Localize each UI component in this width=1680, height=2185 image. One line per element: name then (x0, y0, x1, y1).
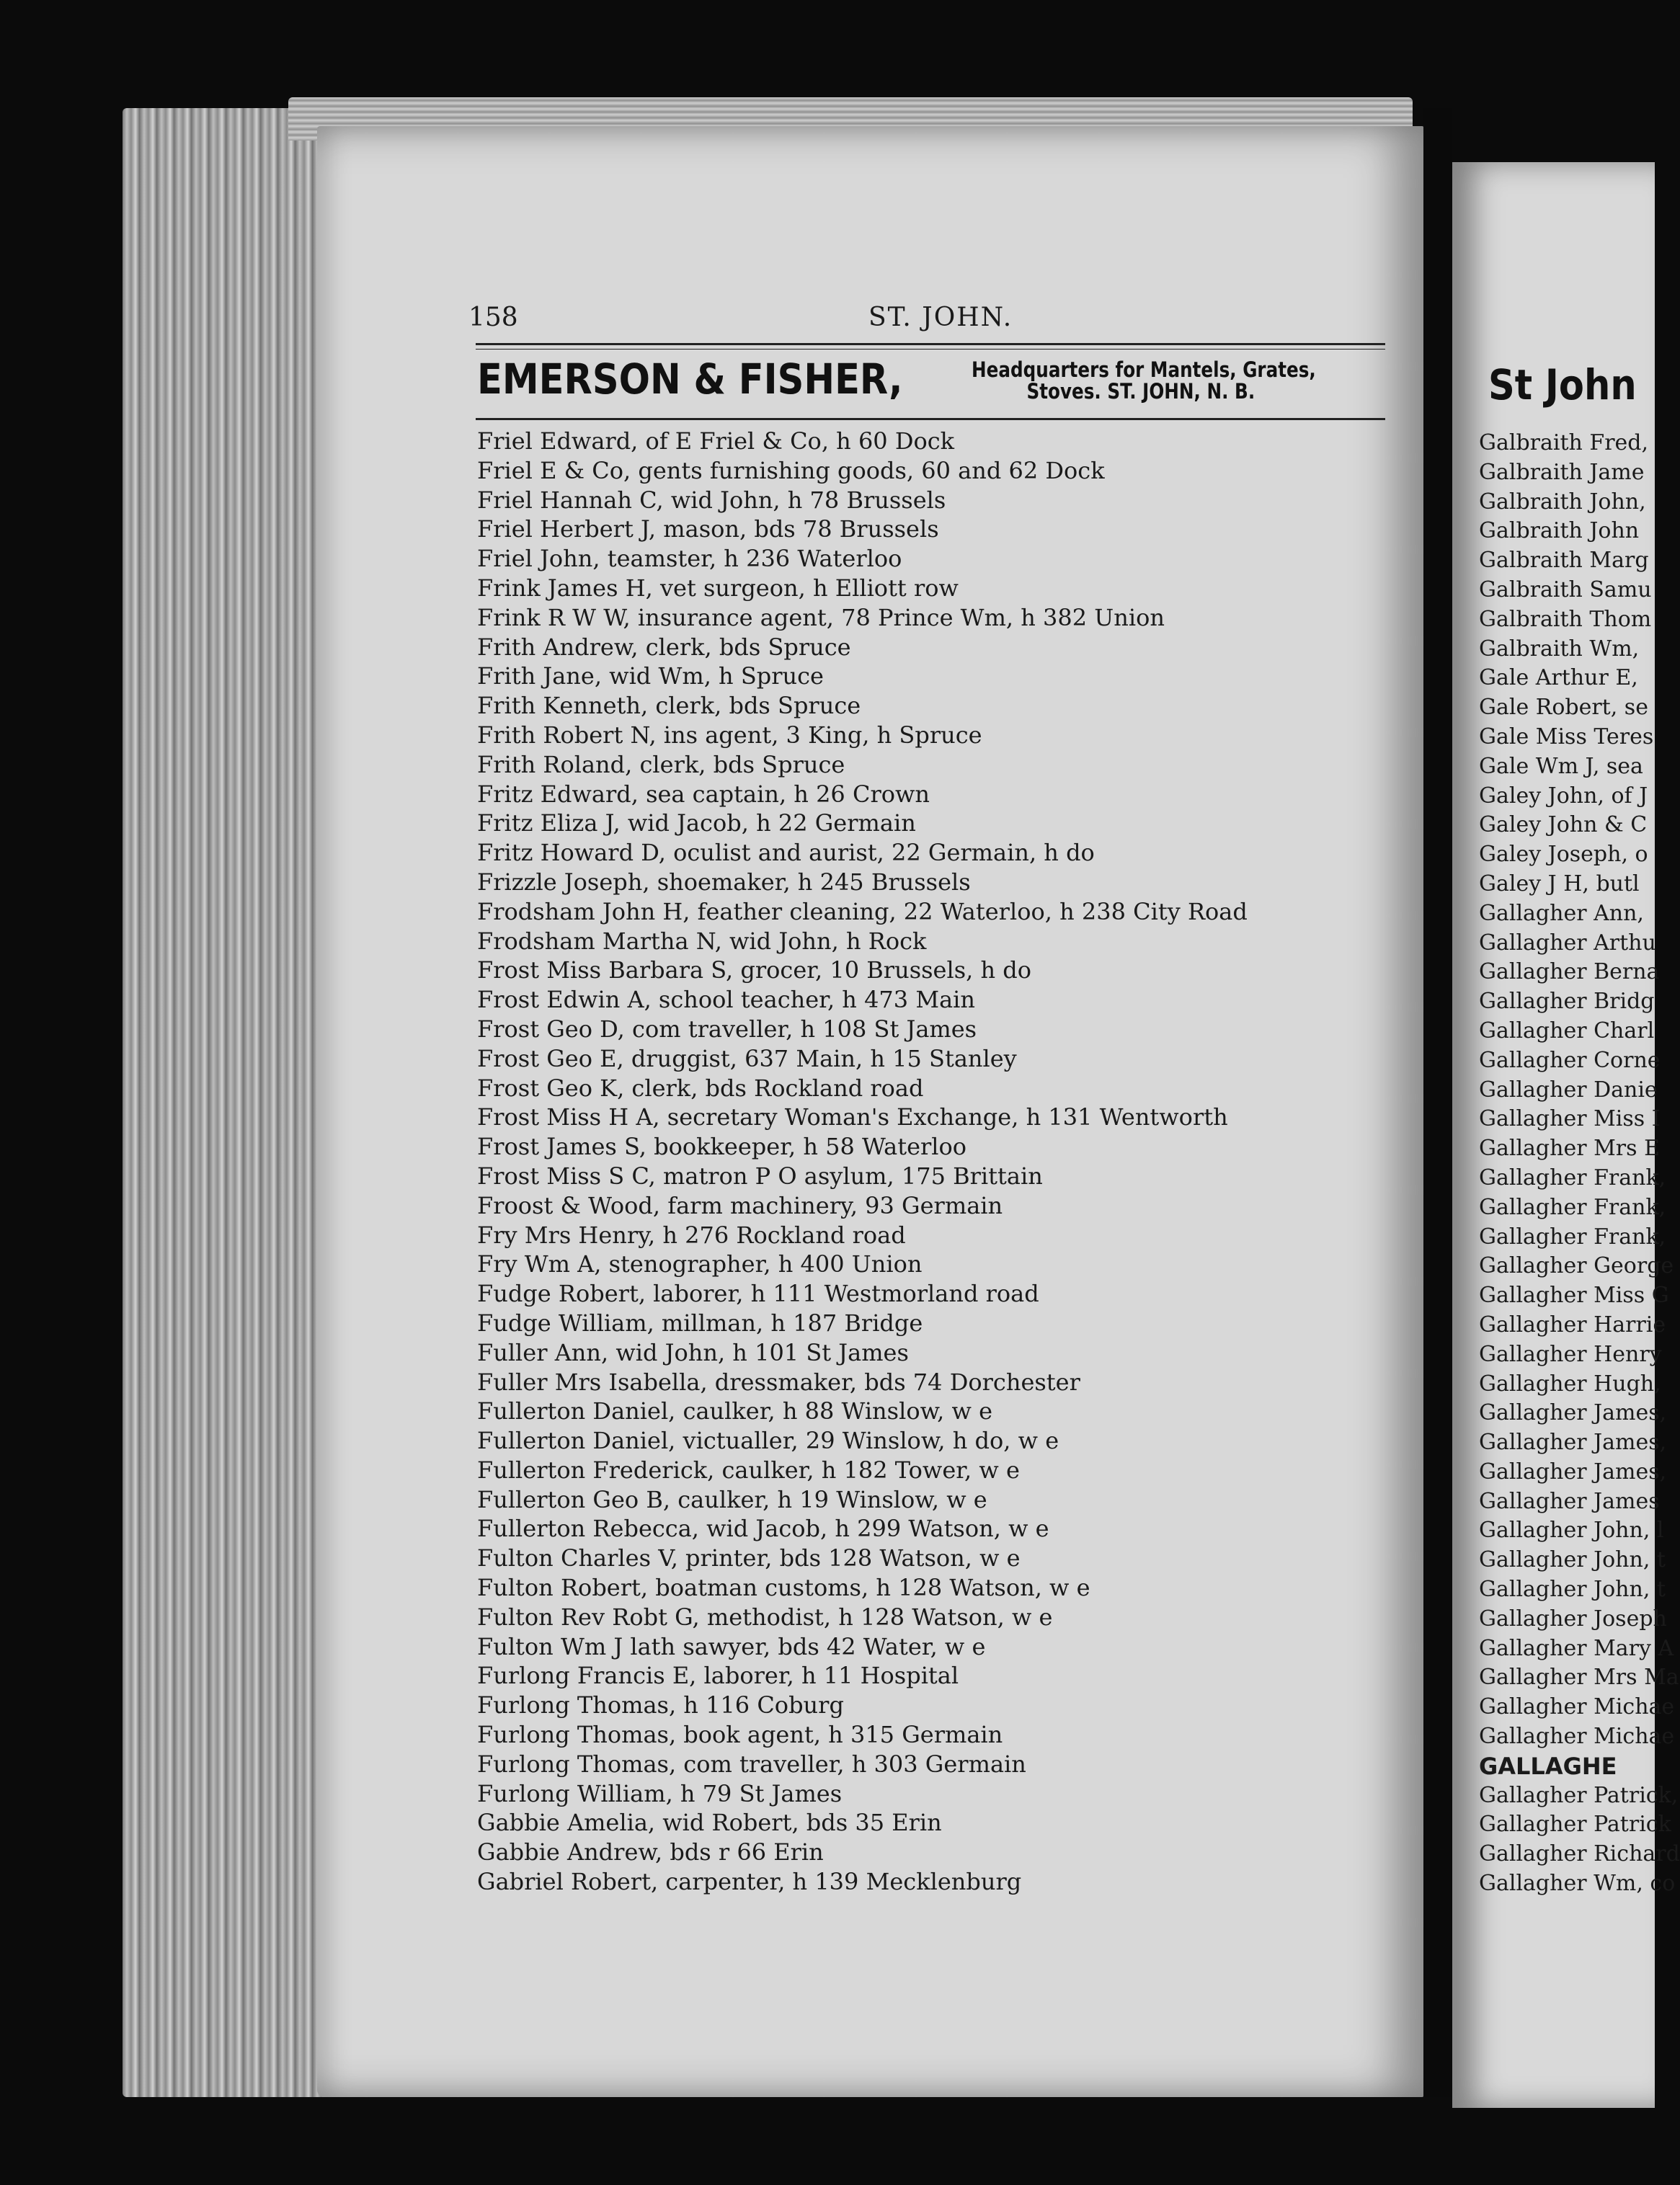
directory-entry: Frink James H, vet surgeon, h Elliott row (477, 574, 959, 602)
right-directory-entry: Gallagher Hugh, (1479, 1371, 1661, 1397)
directory-entry: Frost Miss H A, secretary Woman's Exchange, h 131 Wentworth (477, 1103, 1228, 1131)
advertisement-firm: EMERSON & FISHER, (477, 355, 903, 404)
right-directory-entry: Gallagher Mrs Ma (1479, 1665, 1679, 1691)
directory-entry: Frost James S, bookkeeper, h 58 Waterloo (477, 1133, 967, 1161)
top-rule (476, 343, 1385, 345)
directory-entry: Fritz Edward, sea captain, h 26 Crown (477, 780, 930, 808)
right-directory-entry: Gale Wm J, sea (1479, 753, 1643, 779)
book-gutter (1423, 108, 1452, 2097)
right-directory-entry: Gallagher Miss G (1479, 1283, 1669, 1309)
directory-entry: Fritz Eliza J, wid Jacob, h 22 Germain (477, 809, 916, 837)
directory-entry: Frost Geo E, druggist, 637 Main, h 15 Stanley (477, 1044, 1017, 1072)
right-directory-entry: Gallagher Frank, (1479, 1224, 1666, 1250)
directory-entry: Fulton Wm J lath sawyer, bds 42 Water, w e (477, 1632, 986, 1660)
directory-entry: Fritz Howard D, oculist and aurist, 22 Germain, h do (477, 839, 1095, 867)
right-directory-entry: Gallagher Patrick, (1479, 1782, 1679, 1808)
right-directory-entry: Galey John, of J (1479, 783, 1648, 809)
directory-entry: Friel E & Co, gents furnishing goods, 60 and 62 Dock (477, 456, 1105, 484)
right-directory-entries (1479, 429, 1680, 1899)
right-directory-entry: Galbraith Samu (1479, 577, 1652, 602)
directory-entry: Fry Mrs Henry, h 276 Rockland road (477, 1221, 906, 1249)
directory-entry: Fullerton Rebecca, wid Jacob, h 299 Watson, w e (477, 1515, 1049, 1543)
right-directory-entry: Gallagher Arthu (1479, 930, 1656, 956)
ad-bottom-rule (476, 418, 1385, 420)
page-number: 158 (468, 303, 518, 332)
directory-entry: Fullerton Geo B, caulker, h 19 Winslow, w e (477, 1485, 987, 1513)
directory-entry: Frith Jane, wid Wm, h Spruce (477, 662, 824, 690)
page-title: ST. JOHN. (868, 303, 1013, 332)
directory-entry: Fry Wm A, stenographer, h 400 Union (477, 1250, 923, 1278)
right-directory-entry: Galey J H, butl (1479, 871, 1640, 896)
directory-entry: Frost Miss Barbara S, grocer, 10 Brussels, h do (477, 956, 1032, 984)
right-directory-entry: Gallagher Corne (1479, 1047, 1661, 1073)
right-directory-entry: Gale Robert, se (1479, 695, 1648, 721)
right-directory-entry: Gale Arthur E, (1479, 665, 1638, 691)
directory-entry: Frith Roland, clerk, bds Spruce (477, 750, 845, 778)
book-page-stack (123, 108, 332, 2097)
advertisement-tagline-line1: Headquarters for Mantels, Grates, (972, 357, 1316, 382)
directory-entry: Fulton Charles V, printer, bds 128 Watson, w e (477, 1544, 1021, 1572)
right-directory-entry: Gallagher Richard (1479, 1841, 1680, 1867)
directory-entry: Friel Herbert J, mason, bds 78 Brussels (477, 515, 939, 543)
right-directory-entry: Galey Joseph, o (1479, 842, 1648, 868)
right-directory-entry: GALLAGHE (1479, 1752, 1617, 1780)
right-directory-entry: Gallagher Joseph (1479, 1606, 1667, 1632)
right-directory-entry: Gallagher Charl (1479, 1018, 1655, 1043)
directory-entry: Frink R W W, insurance agent, 78 Prince Wm, h 382 Union (477, 603, 1165, 631)
right-directory-entry: Gallagher Danie (1479, 1077, 1658, 1103)
right-directory-entry: Galbraith Marg (1479, 548, 1649, 574)
directory-entry: Furlong Thomas, book agent, h 315 Germain (477, 1721, 1003, 1749)
directory-entry: Fulton Robert, boatman customs, h 128 Watson, w e (477, 1574, 1090, 1602)
directory-entry: Gabbie Amelia, wid Robert, bds 35 Erin (477, 1809, 942, 1837)
right-directory-entry: Galbraith John (1479, 518, 1640, 544)
directory-entry: Frost Geo K, clerk, bds Rockland road (477, 1074, 924, 1102)
top-rule-thin (476, 349, 1385, 350)
directory-entries (477, 427, 1414, 1897)
directory-entry: Furlong William, h 79 St James (477, 1779, 843, 1807)
right-directory-entry: Galbraith Wm, (1479, 636, 1640, 662)
right-directory-entry: Gallagher John, l (1479, 1518, 1664, 1544)
right-directory-entry: Galey John & C (1479, 812, 1648, 838)
right-directory-entry: Gallagher James (1479, 1488, 1660, 1514)
right-directory-entry: Gallagher James, (1479, 1459, 1667, 1485)
directory-entry: Frost Geo D, com traveller, h 108 St James (477, 1015, 977, 1043)
right-directory-entry: Gallagher Frank, (1479, 1165, 1666, 1191)
directory-entry: Fudge Robert, laborer, h 111 Westmorland road (477, 1280, 1039, 1308)
right-directory-entry: Galbraith Fred, (1479, 430, 1649, 455)
right-directory-entry: Gallagher James, (1479, 1400, 1667, 1426)
directory-entry: Fuller Ann, wid John, h 101 St James (477, 1338, 909, 1366)
directory-entry: Furlong Francis E, laborer, h 11 Hospital (477, 1662, 959, 1690)
directory-entry: Furlong Thomas, com traveller, h 303 Germain (477, 1750, 1026, 1778)
right-directory-entry: Gallagher Miss I (1479, 1106, 1661, 1132)
right-directory-entry: Gallagher Mary A (1479, 1635, 1674, 1661)
directory-entry: Gabbie Andrew, bds r 66 Erin (477, 1838, 824, 1866)
right-directory-entry: Gallagher Henry (1479, 1341, 1662, 1367)
directory-entry: Fuller Mrs Isabella, dressmaker, bds 74 Dorchester (477, 1368, 1080, 1396)
right-directory-entry: Gallagher Ann, (1479, 900, 1644, 926)
directory-entry: Friel Edward, of E Friel & Co, h 60 Dock (477, 427, 955, 455)
right-directory-entry: Gallagher Harrie (1479, 1312, 1666, 1338)
directory-entry: Frost Miss S C, matron P O asylum, 175 Brittain (477, 1162, 1043, 1190)
right-directory-entry: Gallagher John, t (1479, 1547, 1666, 1573)
directory-entry: Frizzle Joseph, shoemaker, h 245 Brussels (477, 868, 971, 896)
directory-entry: Furlong Thomas, h 116 Coburg (477, 1691, 844, 1719)
directory-entry: Froost & Wood, farm machinery, 93 Germain (477, 1191, 1003, 1219)
directory-entry: Fullerton Daniel, victualler, 29 Winslow, h do, w e (477, 1427, 1059, 1455)
directory-entry: Frith Andrew, clerk, bds Spruce (477, 633, 851, 661)
directory-entry: Frodsham John H, feather cleaning, 22 Waterloo, h 238 City Road (477, 897, 1248, 925)
right-directory-entry: Gallagher James, (1479, 1430, 1667, 1456)
right-directory-entry: Galbraith Jame (1479, 459, 1645, 485)
running-head (468, 303, 1391, 339)
right-directory-entry: Gallagher John, t (1479, 1577, 1666, 1603)
right-directory-entry: Gallagher Patrick (1479, 1812, 1671, 1838)
right-directory-entry: Gallagher Michae (1479, 1694, 1675, 1720)
right-directory-entry: Gallagher Michae (1479, 1724, 1675, 1750)
directory-entry: Fudge William, millman, h 187 Bridge (477, 1309, 923, 1337)
directory-entry: Gabriel Robert, carpenter, h 139 Mecklenburg (477, 1868, 1022, 1896)
directory-entry: Fullerton Daniel, caulker, h 88 Winslow, w e (477, 1397, 993, 1425)
directory-entry: Frodsham Martha N, wid John, h Rock (477, 927, 927, 955)
directory-entry: Fulton Rev Robt G, methodist, h 128 Watson, w e (477, 1603, 1053, 1631)
right-directory-entry: Gallagher Mrs E (1479, 1136, 1660, 1162)
advertisement-tagline-line2: Stoves. ST. JOHN, N. B. (1026, 379, 1255, 404)
right-directory-entry: Galbraith Thom (1479, 606, 1652, 632)
directory-entry: Frith Kenneth, clerk, bds Spruce (477, 692, 861, 720)
right-directory-entry: Gallagher Berna (1479, 959, 1660, 985)
directory-entry: Frost Edwin A, school teacher, h 473 Main (477, 986, 975, 1014)
right-running-head: St John (1488, 360, 1637, 409)
right-directory-entry: Gallagher Frank, (1479, 1194, 1666, 1220)
right-directory-entry: Gallagher Wm, co (1479, 1871, 1676, 1897)
right-directory-entry: Gallagher George (1479, 1253, 1674, 1279)
advertisement-tagline (972, 359, 1339, 402)
directory-entry: Friel John, teamster, h 236 Waterloo (477, 545, 902, 573)
right-directory-entry: Gale Miss Teres (1479, 724, 1654, 749)
directory-entry: Frith Robert N, ins agent, 3 King, h Spruce (477, 721, 982, 749)
right-directory-entry: Galbraith John, (1479, 489, 1646, 515)
directory-entry: Fullerton Frederick, caulker, h 182 Tower, w e (477, 1456, 1020, 1484)
right-directory-entry: Gallagher Bridg (1479, 989, 1655, 1015)
directory-entry: Friel Hannah C, wid John, h 78 Brussels (477, 486, 946, 514)
